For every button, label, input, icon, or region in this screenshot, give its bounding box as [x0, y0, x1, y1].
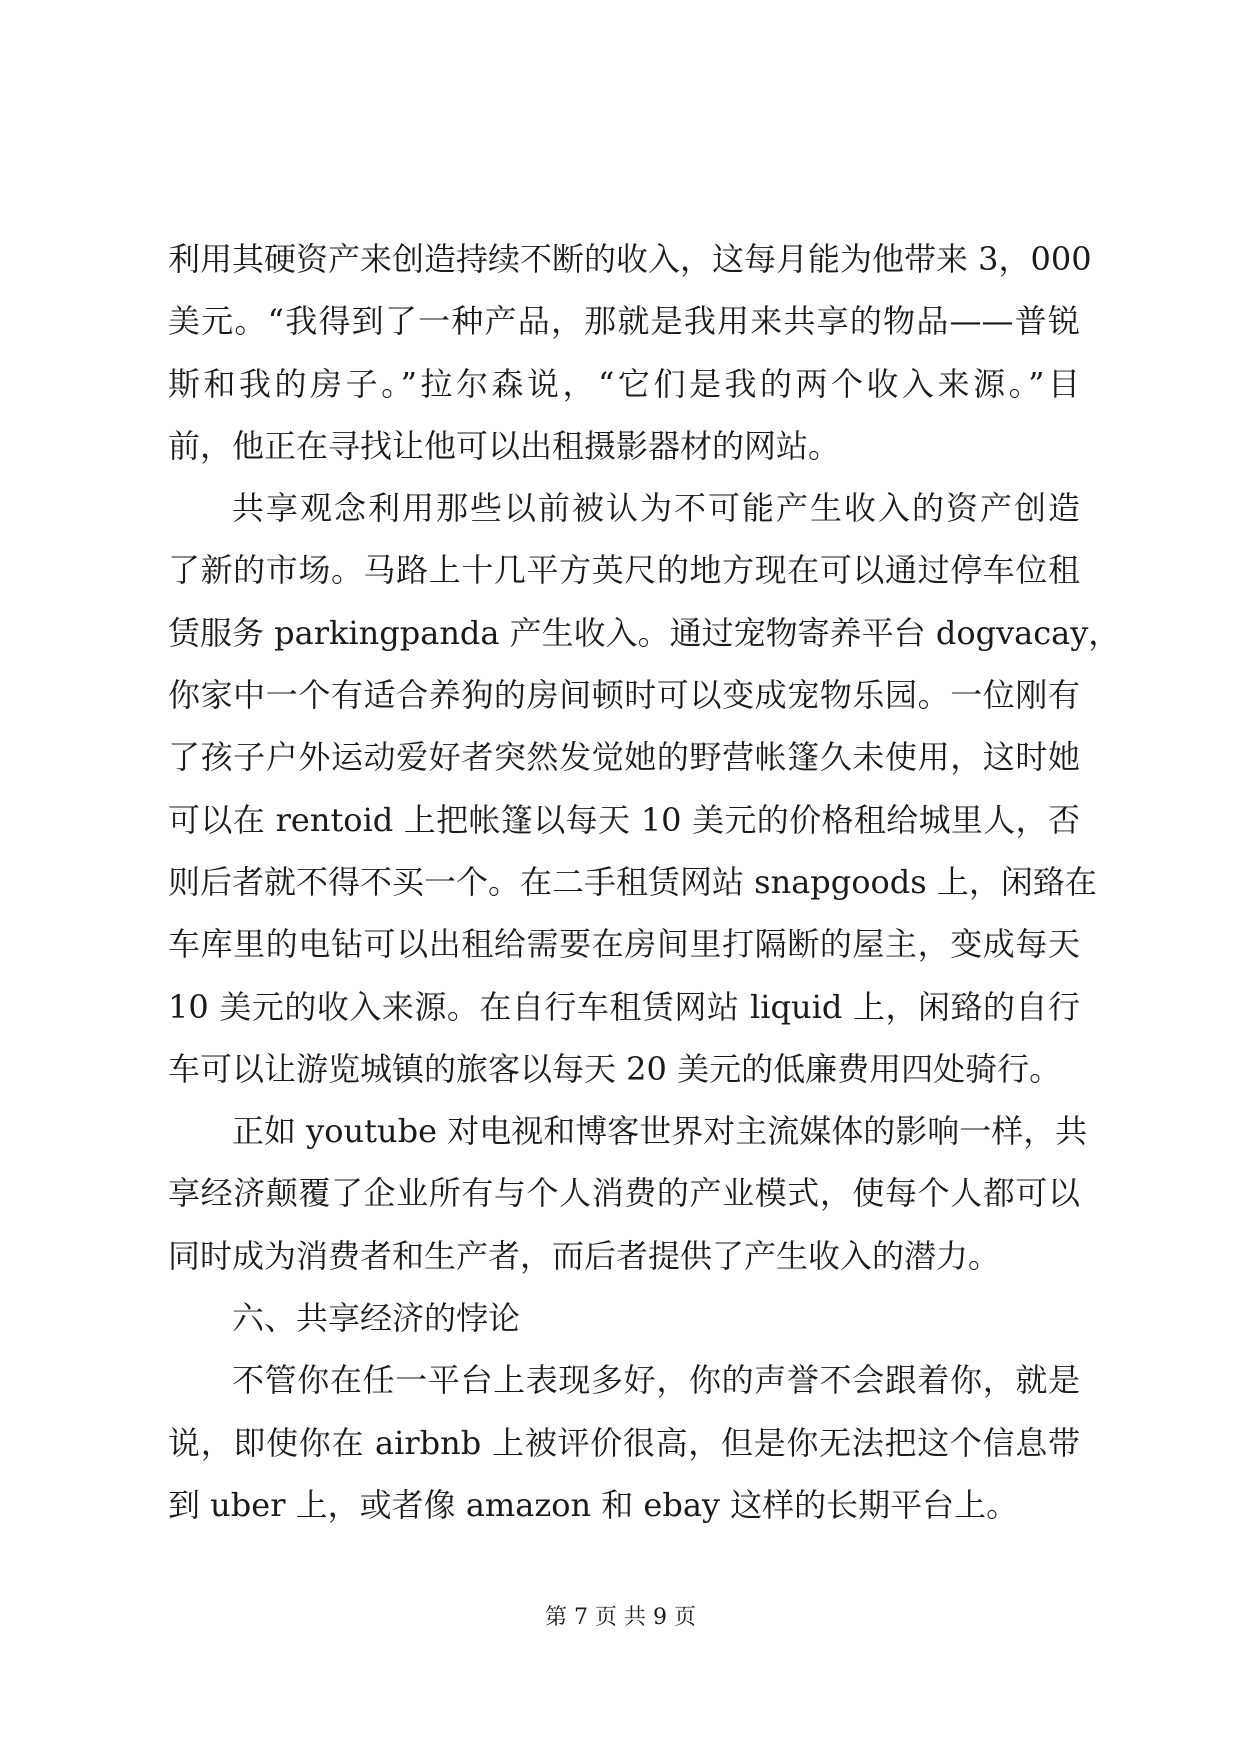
text-line: 你家中一个有适合养狗的房间顿时可以变成宠物乐园。一位刚有	[168, 676, 1080, 715]
text-line: 则后者就不得不买一个。在二手租赁网站 snapgoods 上，闲臵在	[168, 862, 1097, 901]
paragraph	[168, 228, 1092, 477]
text-line: 正如 youtube 对电视和博客世界对主流媒体的影响一样，共	[232, 1112, 1088, 1151]
text-line: 同时成为消费者和生产者，而后者提供了产生收入的潜力。	[168, 1236, 1001, 1275]
paragraph	[168, 477, 1121, 1100]
text-line: 美元。“我得到了一种产品，那就是我用来共享的物品——普锐	[168, 302, 1080, 341]
text-line: 前，他正在寻找让他可以出租摄影器材的网站。	[168, 426, 841, 465]
text-line: 到 uber 上，或者像 amazon 和 ebay 这样的长期平台上。	[168, 1485, 1019, 1524]
paragraph	[168, 1287, 1080, 1349]
text-line: 斯和我的房子。”拉尔森说，“它们是我的两个收入来源。”目	[168, 364, 1080, 403]
text-line: 车可以让游览城镇的旅客以每天 20 美元的低廉费用四处骑行。	[168, 1049, 1062, 1088]
paragraph	[168, 1100, 1088, 1287]
text-line: 车库里的电钻可以出租给需要在房间里打隔断的屋主，变成每天	[168, 925, 1080, 964]
text-line: 可以在 rentoid 上把帐篷以每天 10 美元的价格租给城里人，否	[168, 800, 1080, 839]
text-line: 赁服务 parkingpanda 产生收入。通过宠物寄养平台 dogvacay，	[168, 613, 1121, 652]
paragraph	[168, 1349, 1080, 1536]
text-line: 不管你在任一平台上表现多好，你的声誉不会跟着你，就是	[232, 1361, 1080, 1400]
text-line: 了孩子户外运动爱好者突然发觉她的野营帐篷久未使用，这时她	[168, 738, 1080, 777]
text-line: 六、共享经济的悖论	[232, 1299, 521, 1338]
text-line: 共享观念利用那些以前被认为不可能产生收入的资产创造	[232, 489, 1080, 528]
text-line: 说，即使你在 airbnb 上被评价很高，但是你无法把这个信息带	[168, 1423, 1080, 1462]
page-number-footer: 第 7 页 共 9 页	[545, 1605, 696, 1630]
text-line: 享经济颠覆了企业所有与个人消费的产业模式，使每个人都可以	[168, 1174, 1080, 1213]
text-line: 利用其硬资产来创造持续不断的收入，这每月能为他带来 3，000	[168, 240, 1092, 278]
text-line: 10 美元的收入来源。在自行车租赁网站 liquid 上，闲臵的自行	[168, 987, 1080, 1026]
document-body	[168, 228, 1121, 1536]
text-line: 了新的市场。马路上十几平方英尺的地方现在可以通过停车位租	[168, 551, 1080, 590]
